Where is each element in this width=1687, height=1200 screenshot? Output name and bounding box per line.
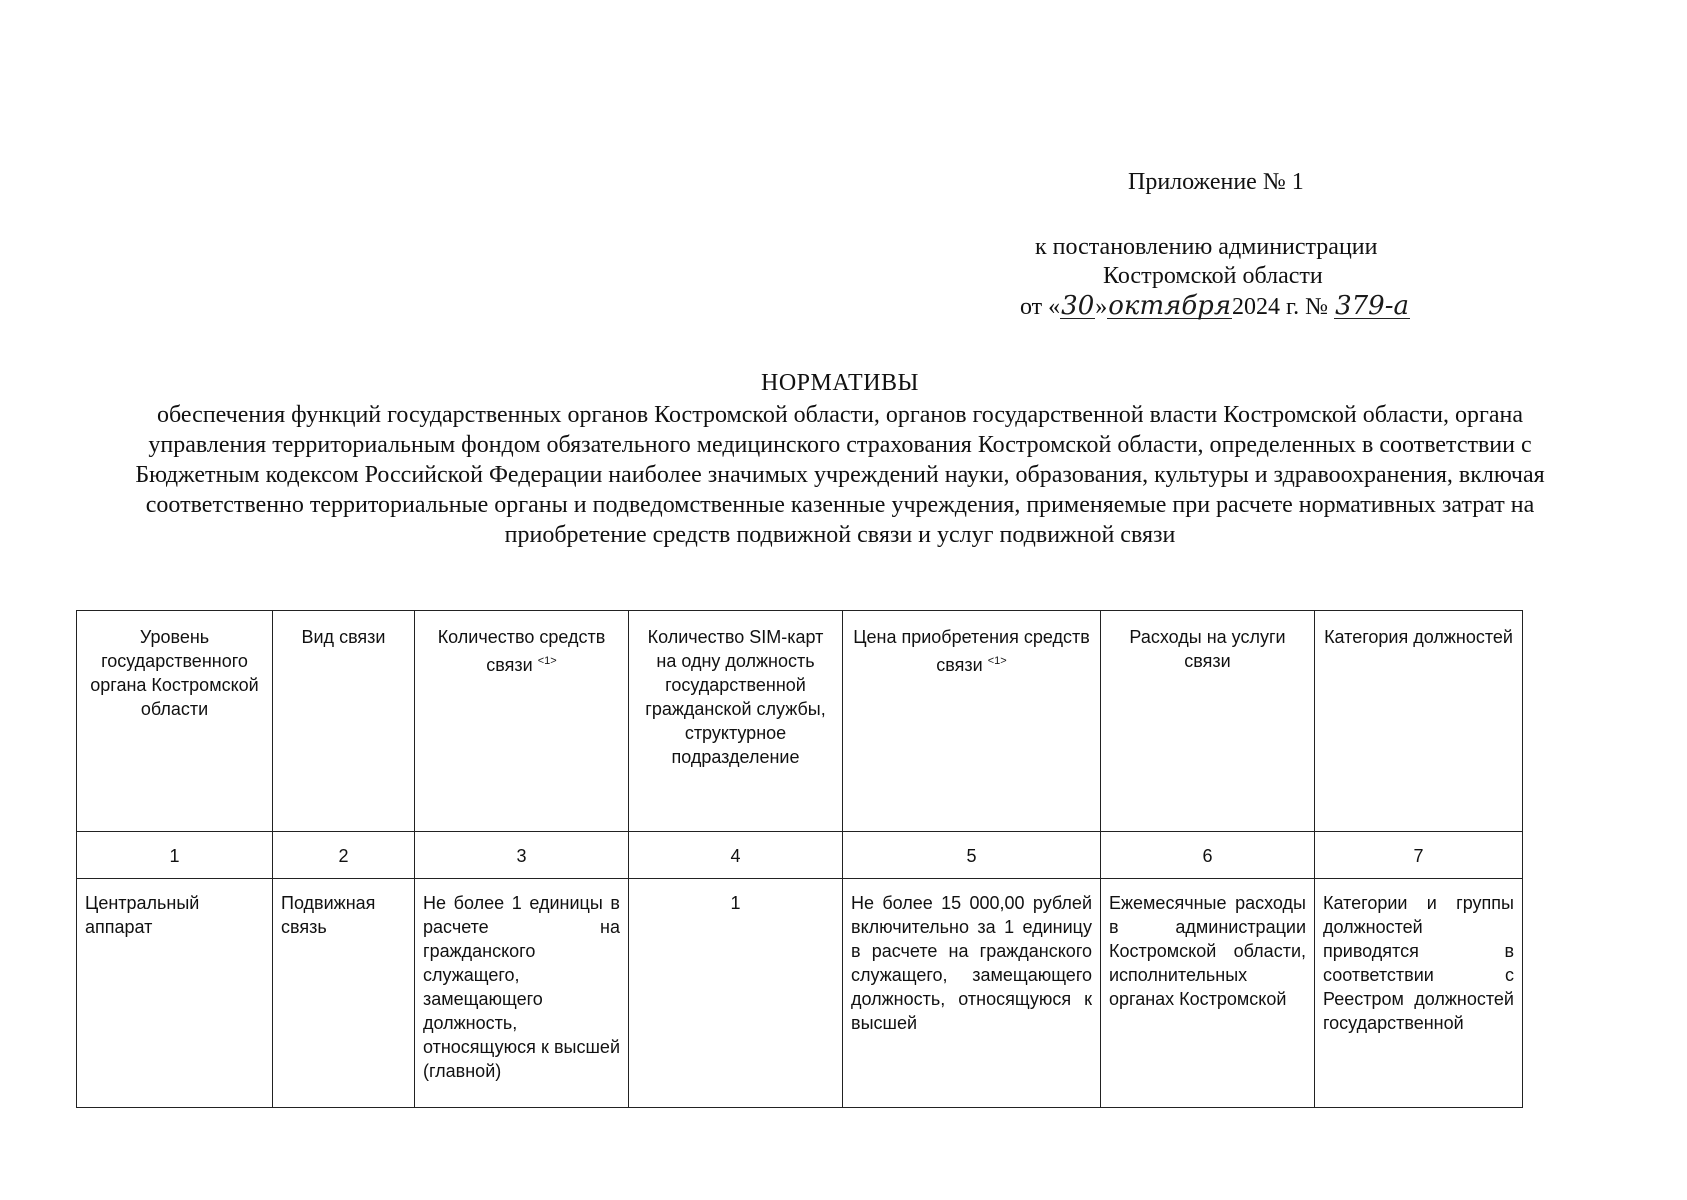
date-month-handwritten: октября <box>1108 291 1232 321</box>
document-title: НОРМАТИВЫ <box>760 370 919 396</box>
column-number: 1 <box>77 832 273 879</box>
column-number: 6 <box>1101 832 1315 879</box>
document-title-block <box>90 368 1590 550</box>
header-purchase-price: Цена приобретения средств связи $^{<1>}$ <box>843 611 1101 832</box>
footnote-mark: <1> <box>537 655 557 667</box>
cell-purchase-price: Не более 15 000,00 рублей включительно за 1 единицу в расчете на гражданского служащего, замещающего должность, относящуюся к высшей <box>843 879 1101 1108</box>
cell-device-quantity: Не более 1 единицы в расчете на гражданского служащего, замещающего должность, относящуюся к высшей (главной) <box>415 879 629 1108</box>
column-number: 7 <box>1315 832 1523 879</box>
appendix-decree-reference: к постановлению администрации <box>1035 234 1378 260</box>
date-day-handwritten: 30 <box>1061 291 1095 321</box>
header-government-level: Уровень государственного органа Костромской области <box>77 611 273 832</box>
header-sim-quantity: Количество SIM-карт на одну должность государственной гражданской службы, структурное подразделение <box>629 611 843 832</box>
cell-government-level: Центральный аппарат <box>77 879 273 1108</box>
header-device-quantity: Количество средств связи $^{<1>}$ <box>415 611 629 832</box>
column-number: 2 <box>273 832 415 879</box>
date-prefix: от « <box>1020 294 1061 320</box>
cell-position-category: Категории и группы должностей приводятся в соответствии с Реестром должностей государственной <box>1315 879 1523 1108</box>
date-quote-close: » <box>1095 294 1108 320</box>
header-service-costs: Расходы на услуги связи <box>1101 611 1315 832</box>
appendix-date-line <box>1020 293 1410 322</box>
column-number-row <box>77 832 1523 879</box>
header-position-category: Категория должностей <box>1315 611 1523 832</box>
cell-communication-type: Подвижная связь <box>273 879 415 1108</box>
date-year: 2024 г. № <box>1232 294 1329 320</box>
header-communication-type: Вид связи <box>273 611 415 832</box>
norms-table <box>76 610 1523 1108</box>
cell-service-costs: Ежемесячные расходы в администрации Костромской области, исполнительных органах Костромской <box>1101 879 1315 1108</box>
column-number: 4 <box>629 832 843 879</box>
document-subtitle: обеспечения функций государственных органов Костромской области, органов государственной власти Костромской области, органа управления территориальным фондом обязательного медицинского страхования Костромской области, определенных в соответствии с Бюджетным кодексом Российской Федерации наиболее значимых учреждений науки, образования, культуры и здравоохранения, включая соответственно территориальные органы и подведомственные казенные учреждения, применяемые при расчете нормативных затрат на приобретение средств подвижной связи и услуг подвижной связи <box>135 402 1545 548</box>
table-row <box>77 879 1523 1108</box>
column-number: 5 <box>843 832 1101 879</box>
cell-sim-quantity: 1 <box>629 879 843 1108</box>
appendix-region: Костромской области <box>1103 263 1323 289</box>
decree-number-handwritten: 379-а <box>1335 291 1410 321</box>
column-number: 3 <box>415 832 629 879</box>
appendix-number: Приложение № 1 <box>1128 169 1304 195</box>
footnote-mark: <1> <box>987 655 1007 667</box>
table-header-row <box>77 611 1523 832</box>
